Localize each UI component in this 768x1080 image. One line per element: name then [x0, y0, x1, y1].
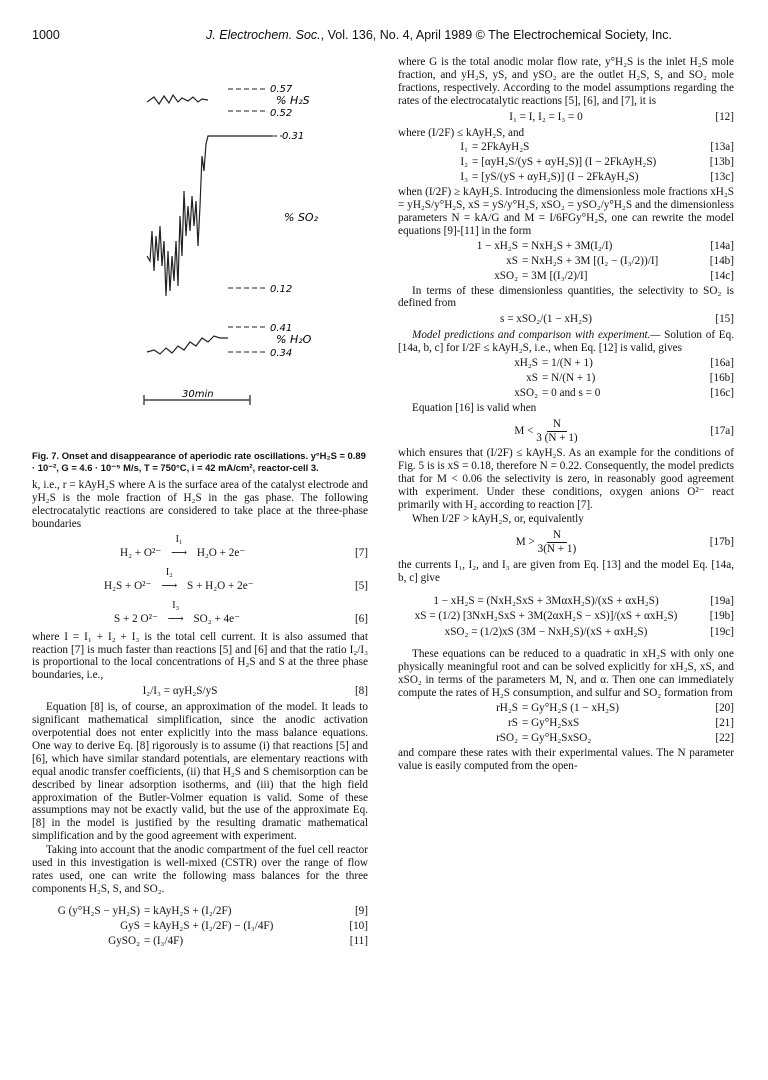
section-heading: Model predictions and comparison with experiment.—: [412, 329, 661, 342]
oscillation-traces: [32, 56, 368, 450]
h2s-trace: [147, 95, 208, 104]
rxn6-lhs: S + 2 O²⁻: [114, 612, 158, 625]
left-paragraph-3: Equation [8] is, of course, an approximation of the model. It leads to significant mathematical simplification, since the anodic activation overpotential does not enter explicitly into the mass balance equations. One way to derive Eq. [8] rigorously is to assume (i) that reactions [5] and [6], which have similar standard potentials, are elementary reactions with equal anodic transfer coefficients, (ii) that H₂S and S chemisorption can be described by linear adsorption isotherms, and (iii) that the high field approximation of the Butler-Volmer equation is valid. Some of these assumptions may not be exactly valid, but the use of the approximate Eq. [8] in the model is justified by the resulting dramatic mathematical simplification and by the good agreement with experiment.: [32, 701, 368, 843]
journal-citation: [142, 28, 736, 42]
h2o-trace: [147, 336, 228, 354]
so2-trace: [147, 136, 272, 296]
reaction-5: H₂S + O²⁻ I₂ ⟶ S + H₂O + 2e⁻ [5]: [104, 566, 368, 592]
reaction-6: S + 2 O²⁻ I₃ ⟶ SO₂ + 4e⁻ [6]: [114, 599, 368, 625]
equation-16c: xSO₂ = 0 and s = 0 [16c]: [514, 386, 734, 399]
rxn7-number: [7]: [354, 546, 368, 559]
equation-17a: M < $\frac{N}{3 (N + 1)}$ [17a]: [514, 417, 734, 444]
equation-22: rSO₂ = Gy°H₂SxSO₂ [22]: [496, 731, 734, 744]
right-paragraph-5: Model predictions and comparison with experiment.— Solution of Eq. [14a, b, c] for I/2F ≤ kAyH₂S, i.e., when Eq. [12] is valid, gives: [398, 329, 734, 355]
right-paragraph-9: the currents I₁, I₂, and I₃ are given from Eq. [13] and the model Eq. [14a, b, c] give: [398, 558, 734, 584]
equation-21: rS = Gy°H₂SxS [21]: [508, 716, 734, 729]
equation-17b: M > $\frac{N}{3(N + 1)}$ [17b]: [515, 528, 734, 555]
right-paragraph-1: where G is the total anodic molar flow rate, y°H₂S is the inlet H₂S mole fraction, and yH₂S, yS, and ySO₂ are the outlet H₂S, S, and SO₂ mole fractions, respectively. According to the model assumptions regarding the rates of the electrocatalytic reactions [5], [6], and [7], it is: [398, 56, 734, 107]
reaction-7: H₂ + O²⁻ I₁ ⟶ H₂O + 2e⁻ [7]: [120, 533, 368, 559]
equation-20: rH₂S = Gy°H₂S (1 − xH₂S) [20]: [496, 701, 734, 714]
equation-10: GyS = kAyH₂S + (I₂/2F) − (I₃/4F) [10]: [120, 919, 368, 932]
right-paragraph-10: These equations can be reduced to a quadratic in xH₂S with only one physically meaningful root and can be solved explicitly for xH₂S, xS, and xSO₂ in terms of the parameters M, N, and α. Then one can immediately compute the rates of H₂S consumption, and sulfur and SO₂ formation from: [398, 648, 734, 699]
rxn6-current: I₃: [172, 599, 180, 611]
equation-16a: xH₂S = 1/(N + 1) [16a]: [514, 357, 734, 370]
equation-14b: xS = NxH₂S + 3M [(I₂ − (I₃/2))/I] [14b]: [506, 254, 734, 267]
equation-9: G (y°H₂S − yH₂S) = kAyH₂S + (I₂/2F) [9]: [57, 904, 368, 917]
equation-19a: 1 − xH₂S = (NxH₂SxS + 3MαxH₂S)/(xS + αxH₂S) [19a]: [433, 594, 734, 607]
rxn7-rhs: H₂O + 2e⁻: [196, 546, 246, 559]
right-paragraph-7: which ensures that (I/2F) ≤ kAyH₂S. As an example for the conditions of Fig. 5 is is xS = 0.18, therefore N = 0.22. Consequently, the model predicts that for M < 0.06 the selectivity is zero, in reasonably good agreement with experiment. Under these conditions, oxygen anions O²⁻ react primarily with H₂ according to reaction [7].: [398, 447, 734, 512]
journal-volume: , Vol. 136, No. 4, April 1989 © The Electrochemical Society, Inc.: [320, 28, 672, 42]
right-paragraph-8: When I/2F > kAyH₂S, or, equivalently: [412, 513, 584, 525]
equation-16b: xS = N/(N + 1) [16b]: [526, 371, 734, 384]
journal-name: J. Electrochem. Soc.: [206, 28, 321, 42]
rxn7-lhs: H₂ + O²⁻: [120, 546, 162, 559]
h2s-unit-label: % H₂S: [276, 94, 310, 107]
left-paragraph-2: where I = I₁ + I₂ + I₃ is the total cell current. It is also assumed that reaction [7] is much faster than reactions [5] and [6] and that the ratio I₂/I₃ is proportional to the local concentrations of H₂S and S at the three phase boundaries, i.e.,: [32, 630, 368, 682]
left-paragraph-1: k, i.e., r = kAyH₂S where A is the surface area of the catalyst electrode and yH₂S is the mole fraction of H₂S in the gas phase. The following electrocatalytic reactions are considered to take place at the three-phase boundaries: [32, 479, 368, 530]
right-paragraph-3: when (I/2F) ≥ kAyH₂S. Introducing the dimensionless mole fractions xH₂S = yH₂S/y°H₂S, xS = yS/y°H₂S, xSO₂ = ySO₂/y°H₂S and the dimensionless parameters N = kA/G and M = I/6FGy°H₂S, one can rewrite the model equations [9]-[11] in the form: [398, 186, 734, 237]
equation-11: GySO₂ = (I₃/4F) [11]: [108, 934, 368, 947]
rxn5-current: I₂: [165, 566, 173, 578]
right-paragraph-4: In terms of these dimensionless quantities, the selectivity to SO₂ is defined from: [398, 284, 734, 310]
equation-12: I₁ = I, I₂ = I₃ = 0 [12]: [509, 110, 734, 123]
equation-14a: 1 − xH₂S = NxH₂S + 3M(I₂/I) [14a]: [476, 239, 734, 252]
h2s-top-label: 0.57: [270, 84, 293, 95]
right-paragraph-6: Equation [16] is valid when: [412, 401, 537, 414]
equation-19c: xSO₂ = (1/2)xS (3M − NxH₂S)/(xS + αxH₂S) [19c]: [444, 626, 734, 639]
h2s-bottom-label: 0.52: [270, 108, 293, 119]
h2o-bottom-label: 0.34: [270, 348, 293, 359]
so2-bottom-label: 0.12: [270, 284, 293, 295]
figure-caption: Fig. 7. Onset and disappearance of aperiodic rate oscillations. y°H₂S = 0.89 · 10⁻², G = 4.6 · 10⁻⁵ M/s, T = 750°C, i = 42 mA/cm², reactor-cell 3.: [32, 450, 366, 473]
right-column: [398, 56, 734, 773]
left-paragraph-4: Taking into account that the anodic compartment of the fuel cell reactor used in this investigation is well-mixed (CSTR) over the range of flow rates used, one can write the following mass balances for the three components H₂S, S, and SO₂.: [32, 844, 368, 895]
figure-7: [32, 56, 368, 450]
rxn5-number: [5]: [354, 579, 368, 592]
right-paragraph-2: where (I/2F) ≤ kAyH₂S, and: [398, 126, 525, 139]
rxn5-lhs: H₂S + O²⁻: [104, 579, 152, 592]
time-scale-label: 30min: [182, 389, 214, 400]
running-header: [32, 28, 736, 44]
equation-15: s = xSO₂/(1 − xH₂S) [15]: [500, 313, 734, 326]
rxn6-rhs: SO₂ + 4e⁻: [193, 612, 241, 625]
so2-top-label: 0.31: [282, 131, 305, 142]
h2o-unit-label: % H₂O: [276, 333, 312, 346]
left-column: [32, 56, 368, 949]
rxn5-rhs: S + H₂O + 2e⁻: [187, 579, 254, 592]
equation-14c: xSO₂ = 3M [(I₃/2)/I] [14c]: [494, 269, 734, 282]
page-number: 1000: [32, 28, 60, 42]
equation-13b: I₂ = [αyH₂S/(yS + αyH₂S)] (I − 2FkAyH₂S) [13b]: [460, 156, 734, 169]
right-paragraph-11: and compare these rates with their experimental values. The N parameter value is easily computed from the open-: [398, 746, 734, 772]
equation-19b: xS = (1/2) [3NxH₂SxS + 3M(2αxH₂S − xS)]/(xS + αxH₂S) [19b]: [414, 610, 734, 623]
equation-13a: I₁ = 2FkAyH₂S [13a]: [460, 141, 734, 154]
equation-13c: I₃ = [yS/(yS + αyH₂S)] (I − 2FkAyH₂S) [13c]: [460, 171, 734, 184]
so2-unit-label: % SO₂: [284, 211, 318, 224]
equation-8: I₂/I₃ = αyH₂S/yS [8]: [142, 685, 368, 698]
rxn7-current: I₁: [175, 533, 183, 545]
rxn6-number: [6]: [354, 612, 368, 625]
h2o-top-label: 0.41: [270, 323, 293, 334]
